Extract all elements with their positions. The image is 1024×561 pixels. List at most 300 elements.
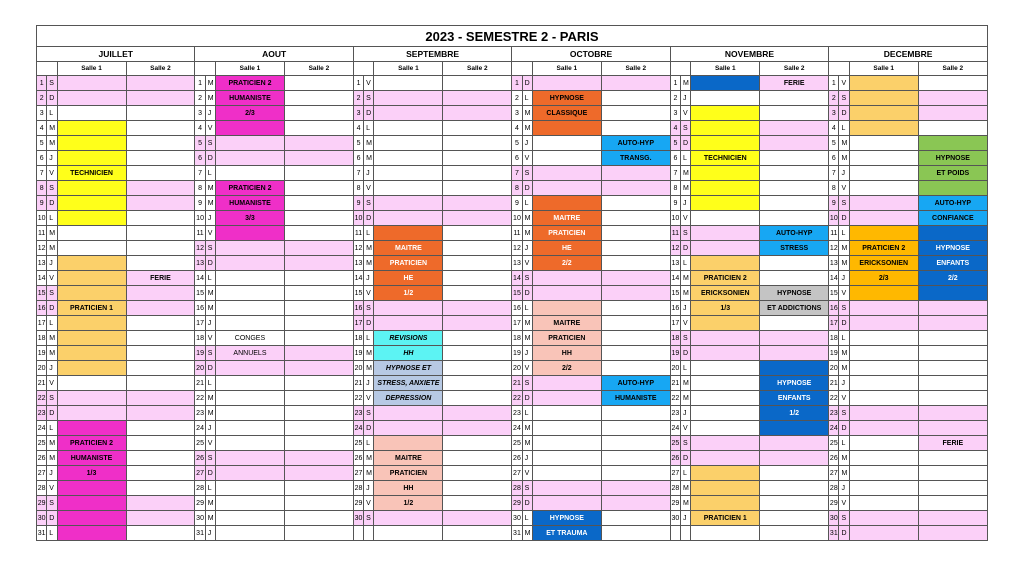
day-letter: J <box>205 106 215 121</box>
session-cell: 2/3 <box>849 271 918 286</box>
day-letter: M <box>839 136 849 151</box>
day-letter: L <box>839 226 849 241</box>
day-letter: D <box>839 526 849 541</box>
session-cell <box>691 481 760 496</box>
salle-1-cell <box>374 316 443 331</box>
day-row <box>37 241 988 256</box>
day-number: 9 <box>195 196 205 211</box>
day-number: 4 <box>670 121 680 136</box>
session-cell: MAITRE <box>374 451 443 466</box>
salle-2-cell <box>918 361 987 376</box>
salle-1-cell <box>374 421 443 436</box>
salle-2-cell <box>443 256 512 271</box>
day-row <box>37 76 988 91</box>
session-cell: CONGES <box>216 331 285 346</box>
day-letter: D <box>522 76 532 91</box>
salle-2-header: Salle 2 <box>760 62 829 76</box>
day-letter: M <box>839 241 849 256</box>
session-cell <box>691 316 760 331</box>
salle-1-cell <box>216 511 285 526</box>
day-letter: M <box>205 91 215 106</box>
day-letter: L <box>47 421 57 436</box>
salle-2-cell <box>284 496 353 511</box>
salle-2-cell <box>126 376 195 391</box>
day-number: 30 <box>353 511 363 526</box>
salle-1-cell <box>532 76 601 91</box>
day-header-blank <box>829 62 850 76</box>
salle-1-header: Salle 1 <box>57 62 126 76</box>
salle-2-cell <box>284 511 353 526</box>
day-number: 14 <box>195 271 205 286</box>
day-row <box>37 346 988 361</box>
session-cell: STRESS <box>760 241 829 256</box>
day-number: 26 <box>353 451 363 466</box>
session-cell: PRATICIEN 2 <box>849 241 918 256</box>
salle-1-cell <box>849 196 918 211</box>
day-letter: V <box>681 316 691 331</box>
day-letter: V <box>205 121 215 136</box>
salle-2-cell <box>601 481 670 496</box>
salle-1-cell <box>216 316 285 331</box>
day-letter: V <box>839 391 849 406</box>
day-letter: M <box>522 106 532 121</box>
session-cell: HUMANISTE <box>216 196 285 211</box>
day-letter: L <box>205 271 215 286</box>
day-letter: L <box>522 406 532 421</box>
salle-1-cell <box>849 481 918 496</box>
day-letter: M <box>681 271 691 286</box>
day-number: 27 <box>829 466 839 481</box>
session-cell: 1/2 <box>374 286 443 301</box>
day-header-blank <box>195 62 216 76</box>
day-number: 16 <box>195 301 205 316</box>
day-row <box>37 286 988 301</box>
salle-1-cell <box>849 436 918 451</box>
day-letter: S <box>205 346 215 361</box>
salle-2-cell <box>918 106 987 121</box>
day-letter: M <box>364 256 374 271</box>
day-number: 11 <box>512 226 522 241</box>
day-number: 26 <box>829 451 839 466</box>
day-number: 20 <box>37 361 47 376</box>
session-cell <box>57 181 126 196</box>
day-number: 28 <box>353 481 363 496</box>
salle-1-cell <box>374 406 443 421</box>
day-number: 14 <box>37 271 47 286</box>
salle-2-cell <box>443 166 512 181</box>
session-cell <box>849 286 918 301</box>
session-cell: 1/2 <box>374 496 443 511</box>
salle-2-cell <box>284 526 353 541</box>
day-header-blank <box>37 62 58 76</box>
day-letter: S <box>839 511 849 526</box>
day-number: 9 <box>670 196 680 211</box>
day-number: 3 <box>195 106 205 121</box>
salle-2-cell <box>760 121 829 136</box>
day-number: 10 <box>512 211 522 226</box>
day-letter: M <box>364 151 374 166</box>
day-number: 2 <box>195 91 205 106</box>
day-number: 26 <box>670 451 680 466</box>
salle-1-cell <box>57 226 126 241</box>
session-cell: 1/3 <box>691 301 760 316</box>
session-cell: PRATICIEN <box>532 331 601 346</box>
day-letter: M <box>47 436 57 451</box>
day-letter: D <box>681 241 691 256</box>
day-number: 20 <box>829 361 839 376</box>
salle-1-cell <box>849 496 918 511</box>
day-letter: M <box>522 211 532 226</box>
month-header-novembre: NOVEMBRE <box>670 47 828 62</box>
day-number: 15 <box>829 286 839 301</box>
day-number: 1 <box>512 76 522 91</box>
day-number: 12 <box>829 241 839 256</box>
salle-2-cell <box>601 181 670 196</box>
session-cell: AUTO-HYP <box>918 196 987 211</box>
session-cell <box>57 496 126 511</box>
day-number: 16 <box>670 301 680 316</box>
day-number: 5 <box>512 136 522 151</box>
salle-2-cell <box>443 406 512 421</box>
day-number: 17 <box>829 316 839 331</box>
semester-calendar <box>36 25 988 541</box>
day-letter: M <box>522 526 532 541</box>
salle-1-cell <box>691 346 760 361</box>
salle-2-cell <box>284 436 353 451</box>
day-number: 21 <box>353 376 363 391</box>
day-letter: L <box>47 211 57 226</box>
salle-1-cell <box>691 361 760 376</box>
salle-1-cell <box>849 166 918 181</box>
salle-1-cell <box>691 211 760 226</box>
session-cell <box>918 181 987 196</box>
day-letter: V <box>681 106 691 121</box>
day-number: 31 <box>195 526 205 541</box>
salle-2-cell <box>601 466 670 481</box>
session-cell: DEPRESSION <box>374 391 443 406</box>
day-letter: D <box>839 106 849 121</box>
salle-1-cell <box>532 286 601 301</box>
day-letter: S <box>839 406 849 421</box>
day-number: 4 <box>829 121 839 136</box>
day-letter: V <box>205 436 215 451</box>
session-cell: HH <box>532 346 601 361</box>
salle-2-cell <box>284 346 353 361</box>
day-number: 3 <box>829 106 839 121</box>
day-letter: J <box>681 406 691 421</box>
day-row <box>37 526 988 541</box>
salle-2-cell <box>918 121 987 136</box>
day-letter: M <box>47 136 57 151</box>
salle-2-cell <box>760 481 829 496</box>
day-number: 20 <box>353 361 363 376</box>
salle-2-cell <box>443 151 512 166</box>
session-cell <box>57 511 126 526</box>
salle-2-cell <box>601 451 670 466</box>
empty-cell <box>443 526 512 541</box>
day-number: 11 <box>670 226 680 241</box>
salle-2-cell <box>601 211 670 226</box>
salle-1-cell <box>374 121 443 136</box>
salle-2-cell <box>284 211 353 226</box>
salle-2-cell <box>284 166 353 181</box>
day-number: 2 <box>512 91 522 106</box>
day-number: 5 <box>829 136 839 151</box>
day-number: 1 <box>353 76 363 91</box>
salle-1-cell <box>532 376 601 391</box>
day-row <box>37 91 988 106</box>
salle-1-cell <box>374 196 443 211</box>
day-letter: M <box>364 136 374 151</box>
salle-2-cell <box>126 361 195 376</box>
session-cell: AUTO-HYP <box>601 376 670 391</box>
day-number: 12 <box>37 241 47 256</box>
day-number: 19 <box>670 346 680 361</box>
day-number: 15 <box>512 286 522 301</box>
session-cell: HYPNOSE <box>918 151 987 166</box>
salle-1-cell <box>57 391 126 406</box>
day-letter: M <box>839 256 849 271</box>
day-number: 17 <box>353 316 363 331</box>
day-number: 13 <box>353 256 363 271</box>
day-number: 18 <box>37 331 47 346</box>
day-letter: M <box>522 226 532 241</box>
salle-2-cell <box>126 151 195 166</box>
session-cell: 2/2 <box>918 271 987 286</box>
salle-2-cell <box>126 406 195 421</box>
salle-2-cell <box>601 331 670 346</box>
day-number: 22 <box>512 391 522 406</box>
salle-2-cell <box>284 406 353 421</box>
day-number: 1 <box>670 76 680 91</box>
salle-2-cell <box>284 361 353 376</box>
salle-2-cell <box>601 226 670 241</box>
session-cell <box>691 166 760 181</box>
salle-2-cell <box>601 91 670 106</box>
day-number: 14 <box>829 271 839 286</box>
day-letter: S <box>47 391 57 406</box>
day-letter: S <box>522 166 532 181</box>
day-letter: J <box>205 421 215 436</box>
day-letter: M <box>47 346 57 361</box>
salle-2-cell <box>126 181 195 196</box>
day-number: 22 <box>195 391 205 406</box>
day-letter: L <box>681 466 691 481</box>
salle-2-cell <box>443 511 512 526</box>
day-letter: S <box>47 76 57 91</box>
day-letter: J <box>47 361 57 376</box>
day-row <box>37 226 988 241</box>
salle-2-header: Salle 2 <box>443 62 512 76</box>
day-number: 31 <box>512 526 522 541</box>
session-cell: TECHNICIEN <box>57 166 126 181</box>
salle-2-cell <box>443 286 512 301</box>
day-letter: V <box>522 151 532 166</box>
salle-2-cell <box>918 391 987 406</box>
salle-2-cell <box>284 466 353 481</box>
day-number: 25 <box>670 436 680 451</box>
day-number: 27 <box>353 466 363 481</box>
salle-1-cell <box>374 211 443 226</box>
day-letter: M <box>681 181 691 196</box>
day-number: 7 <box>829 166 839 181</box>
day-letter: M <box>364 451 374 466</box>
day-letter: L <box>522 196 532 211</box>
day-number: 16 <box>512 301 522 316</box>
day-letter: J <box>522 451 532 466</box>
salle-2-cell <box>126 196 195 211</box>
session-cell <box>57 316 126 331</box>
day-letter: V <box>364 496 374 511</box>
day-number: 23 <box>670 406 680 421</box>
salle-1-cell <box>849 211 918 226</box>
salle-2-cell <box>760 91 829 106</box>
session-cell <box>374 436 443 451</box>
salle-1-cell <box>849 376 918 391</box>
salle-1-cell <box>216 436 285 451</box>
salle-2-cell <box>126 421 195 436</box>
day-letter: M <box>47 226 57 241</box>
salle-1-cell <box>57 106 126 121</box>
day-letter: V <box>47 376 57 391</box>
day-row <box>37 421 988 436</box>
day-letter: D <box>522 391 532 406</box>
salle-2-cell <box>126 511 195 526</box>
day-number: 19 <box>512 346 522 361</box>
salle-1-cell <box>216 406 285 421</box>
salle-2-cell <box>284 286 353 301</box>
salle-2-cell <box>443 331 512 346</box>
salle-2-cell <box>918 511 987 526</box>
session-cell <box>57 271 126 286</box>
salle-2-cell <box>443 226 512 241</box>
day-number: 2 <box>37 91 47 106</box>
session-cell: ERICKSONIEN <box>849 256 918 271</box>
day-letter: M <box>364 466 374 481</box>
day-number: 10 <box>353 211 363 226</box>
salle-1-cell <box>216 241 285 256</box>
session-cell: 2/3 <box>216 106 285 121</box>
salle-1-cell <box>57 76 126 91</box>
day-number: 9 <box>353 196 363 211</box>
day-letter: M <box>47 241 57 256</box>
day-number: 7 <box>195 166 205 181</box>
day-number: 18 <box>353 331 363 346</box>
day-letter: L <box>364 331 374 346</box>
salle-2-cell <box>601 301 670 316</box>
day-number: 13 <box>829 256 839 271</box>
empty-cell <box>760 526 829 541</box>
day-letter: J <box>522 346 532 361</box>
day-number: 29 <box>829 496 839 511</box>
session-cell: 3/3 <box>216 211 285 226</box>
day-letter: J <box>205 316 215 331</box>
day-number: 31 <box>37 526 47 541</box>
salle-2-cell <box>760 511 829 526</box>
day-letter: D <box>364 421 374 436</box>
salle-1-cell <box>216 136 285 151</box>
day-letter: D <box>839 211 849 226</box>
salle-1-cell <box>532 271 601 286</box>
day-number: 24 <box>829 421 839 436</box>
session-cell: ANNUELS <box>216 346 285 361</box>
day-number: 2 <box>353 91 363 106</box>
day-number: 29 <box>670 496 680 511</box>
day-letter: M <box>839 466 849 481</box>
salle-1-header: Salle 1 <box>374 62 443 76</box>
day-letter: V <box>364 76 374 91</box>
salle-2-cell <box>126 136 195 151</box>
salle-1-cell <box>216 151 285 166</box>
day-letter: V <box>839 496 849 511</box>
session-cell: MAITRE <box>532 211 601 226</box>
salle-2-cell <box>443 211 512 226</box>
salle-2-cell <box>601 526 670 541</box>
day-number: 8 <box>37 181 47 196</box>
salle-1-cell <box>374 76 443 91</box>
salle-2-cell <box>918 451 987 466</box>
day-letter: V <box>522 466 532 481</box>
salle-1-cell <box>57 91 126 106</box>
salle-2-cell <box>601 436 670 451</box>
salle-2-cell <box>760 151 829 166</box>
salle-1-cell <box>216 466 285 481</box>
day-row <box>37 376 988 391</box>
day-row <box>37 136 988 151</box>
day-number: 9 <box>37 196 47 211</box>
session-cell <box>57 526 126 541</box>
session-cell <box>532 196 601 211</box>
day-letter: M <box>681 391 691 406</box>
day-number: 7 <box>353 166 363 181</box>
salle-1-cell <box>532 391 601 406</box>
salle-2-cell <box>443 76 512 91</box>
day-number <box>670 526 680 541</box>
day-letter: S <box>364 511 374 526</box>
day-number: 10 <box>195 211 205 226</box>
day-number: 8 <box>512 181 522 196</box>
day-number: 16 <box>37 301 47 316</box>
salle-1-cell <box>216 526 285 541</box>
salle-2-cell <box>126 346 195 361</box>
day-number: 23 <box>829 406 839 421</box>
month-header-decembre: DECEMBRE <box>829 47 988 62</box>
day-letter: M <box>681 481 691 496</box>
session-cell: HH <box>374 481 443 496</box>
day-number: 23 <box>195 406 205 421</box>
salle-2-cell <box>918 331 987 346</box>
day-number: 5 <box>37 136 47 151</box>
day-letter: M <box>205 406 215 421</box>
day-letter: L <box>681 151 691 166</box>
day-row <box>37 331 988 346</box>
day-letter: J <box>364 166 374 181</box>
day-letter: D <box>364 211 374 226</box>
day-number: 16 <box>353 301 363 316</box>
session-cell: TRANSG. <box>601 151 670 166</box>
day-row <box>37 451 988 466</box>
day-number: 28 <box>37 481 47 496</box>
day-letter: V <box>364 391 374 406</box>
day-number: 22 <box>670 391 680 406</box>
day-header-blank <box>353 62 374 76</box>
day-letter: S <box>205 241 215 256</box>
salle-1-cell <box>216 481 285 496</box>
salle-1-cell <box>374 106 443 121</box>
session-cell: HYPNOSE <box>760 376 829 391</box>
session-cell: HUMANISTE <box>57 451 126 466</box>
salle-2-cell <box>126 241 195 256</box>
